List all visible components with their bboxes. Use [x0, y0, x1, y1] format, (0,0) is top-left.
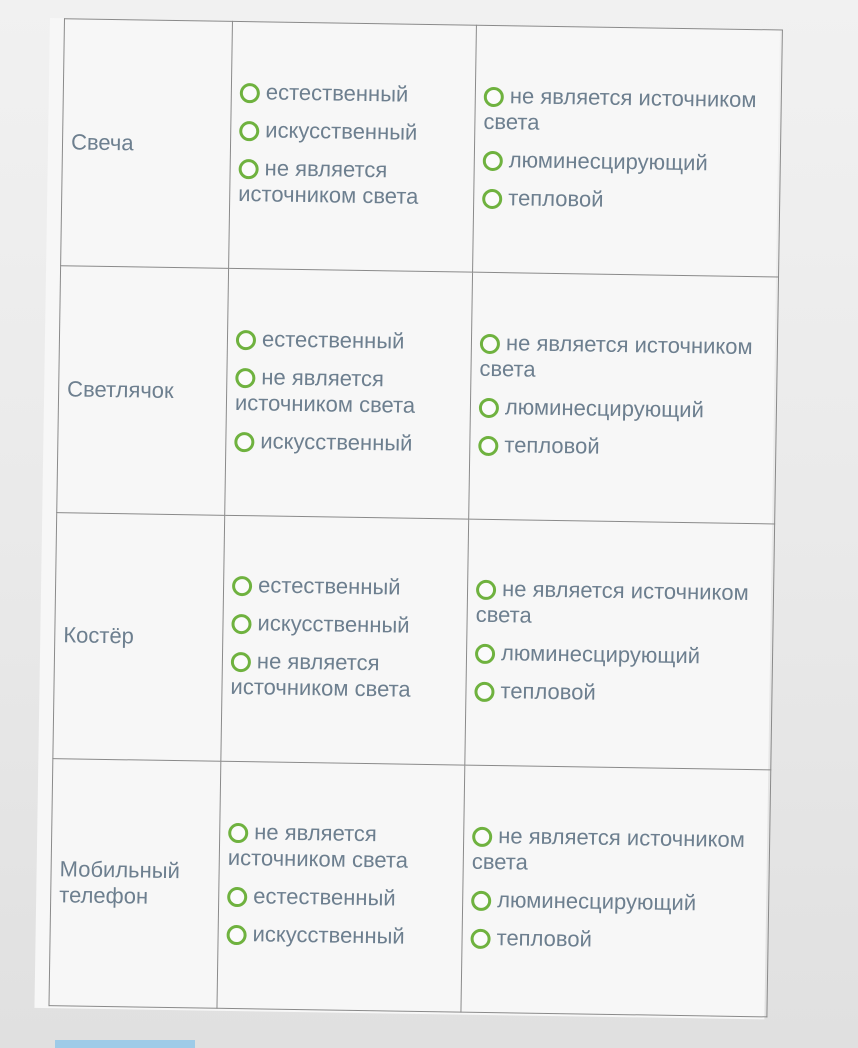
item-label-cell: [61, 19, 233, 268]
radio-circle-icon[interactable]: [238, 159, 258, 179]
radio-option[interactable]: естественный: [227, 883, 456, 913]
quiz-sheet: [34, 18, 779, 1019]
radio-option[interactable]: искусственный: [231, 610, 460, 640]
radio-option[interactable]: не является источником света: [234, 364, 416, 418]
radio-circle-icon[interactable]: [231, 614, 251, 634]
radio-option[interactable]: не является источником света: [483, 83, 757, 135]
radio-circle-icon[interactable]: [484, 87, 504, 107]
item-label-cell: [57, 265, 229, 514]
radio-option[interactable]: естественный: [240, 79, 469, 109]
radio-circle-icon[interactable]: [475, 644, 495, 664]
radio-circle-icon[interactable]: [235, 368, 255, 388]
kind-options-cell: [461, 765, 771, 1017]
radio-option[interactable]: люминесцирующий: [475, 640, 766, 671]
radio-option[interactable]: тепловой: [478, 431, 769, 462]
table-row: [61, 19, 783, 277]
type-options-cell: [221, 515, 469, 766]
radio-circle-icon[interactable]: [239, 121, 259, 141]
radio-circle-icon[interactable]: [227, 887, 247, 907]
radio-option[interactable]: не является источником света: [471, 823, 746, 875]
radio-circle-icon[interactable]: [479, 397, 499, 417]
item-label-cell: [53, 512, 225, 761]
kind-options-cell: [465, 519, 775, 771]
radio-option[interactable]: не является источником света: [227, 819, 409, 873]
radio-circle-icon[interactable]: [228, 823, 248, 843]
radio-option[interactable]: тепловой: [482, 185, 773, 216]
item-label: Светлячок: [66, 375, 174, 403]
item-label: Мобильный телефон: [59, 856, 181, 909]
radio-circle-icon[interactable]: [240, 83, 260, 103]
radio-circle-icon[interactable]: [231, 652, 251, 672]
table-row: [53, 512, 775, 770]
radio-circle-icon[interactable]: [226, 925, 246, 945]
radio-option[interactable]: искусственный: [234, 428, 463, 458]
radio-circle-icon[interactable]: [472, 827, 492, 847]
radio-option[interactable]: искусственный: [226, 921, 455, 951]
item-label: Костёр: [63, 622, 135, 649]
radio-option[interactable]: не является источником света: [230, 648, 411, 703]
quiz-table: [48, 18, 782, 1017]
item-label: Свеча: [70, 129, 134, 156]
radio-circle-icon[interactable]: [478, 435, 498, 455]
type-options-cell: [229, 21, 477, 272]
radio-option[interactable]: не является источником света: [479, 329, 753, 382]
next-button-edge[interactable]: [55, 1040, 195, 1048]
radio-option[interactable]: тепловой: [470, 925, 761, 956]
radio-circle-icon[interactable]: [474, 682, 494, 702]
radio-option[interactable]: люминесцирующий: [483, 147, 774, 178]
radio-circle-icon[interactable]: [471, 891, 491, 911]
type-options-cell: [217, 762, 465, 1013]
radio-option[interactable]: тепловой: [474, 678, 765, 709]
type-options-cell: [225, 268, 473, 519]
radio-circle-icon[interactable]: [480, 334, 500, 354]
table-row: [57, 265, 779, 523]
radio-circle-icon[interactable]: [236, 330, 256, 350]
item-label-cell: [49, 759, 221, 1008]
kind-options-cell: [469, 272, 779, 524]
radio-circle-icon[interactable]: [470, 929, 490, 949]
radio-option[interactable]: искусственный: [239, 117, 468, 147]
radio-circle-icon[interactable]: [483, 151, 503, 171]
radio-option[interactable]: естественный: [236, 326, 465, 356]
radio-circle-icon[interactable]: [232, 576, 252, 596]
radio-option[interactable]: люминесцирующий: [471, 887, 762, 918]
radio-circle-icon[interactable]: [476, 580, 496, 600]
radio-circle-icon[interactable]: [482, 189, 502, 209]
radio-option[interactable]: не является источником света: [238, 155, 419, 209]
table-row: [49, 759, 771, 1017]
radio-option[interactable]: естественный: [232, 572, 461, 602]
kind-options-cell: [473, 25, 783, 277]
radio-option[interactable]: люминесцирующий: [479, 393, 770, 424]
radio-option[interactable]: не является источником света: [475, 576, 749, 629]
radio-circle-icon[interactable]: [234, 432, 254, 452]
